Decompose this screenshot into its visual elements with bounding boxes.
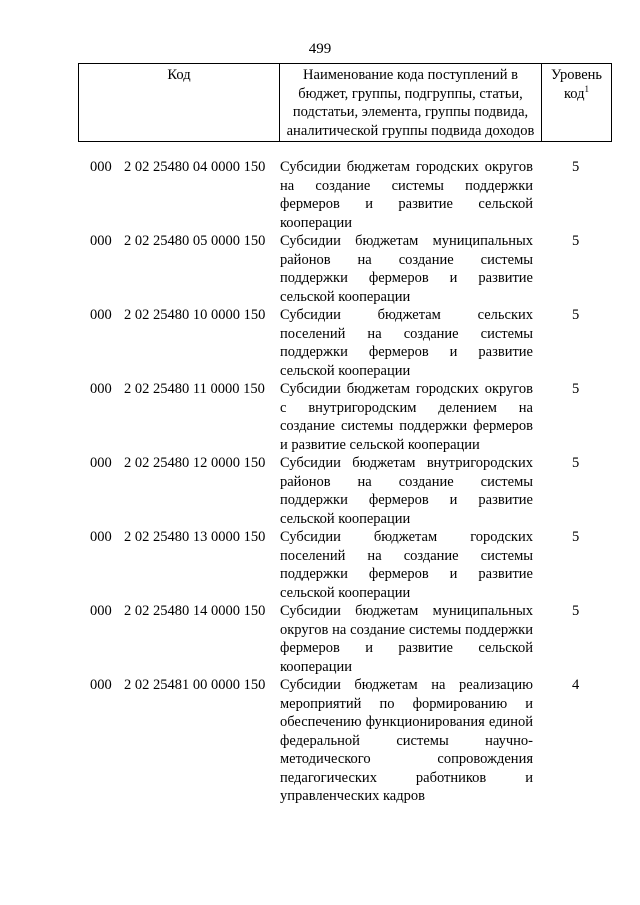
table-row — [78, 528, 618, 602]
row-level: 5 — [572, 603, 580, 619]
row-name: Субсидии бюджетам муниципальных округов на создание системы поддержки фермеров и развитие сельской кооперации — [280, 603, 533, 675]
table-row — [78, 602, 618, 676]
row-name: Субсидии бюджетам городских округов на создание системы поддержки фермеров и развитие сельской кооперации — [280, 159, 533, 231]
header-name: Наименование кода поступлений в бюджет, группы, подгруппы, статьи, подстатьи, элемента, группы подвида, аналитической группы подвида доходов — [280, 64, 542, 142]
header-level — [542, 64, 612, 142]
row-level: 5 — [572, 159, 580, 175]
row-name: Субсидии бюджетам городских округов с внутригородским делением на создание системы поддержки фермеров и развитие сельской кооперации — [280, 381, 533, 453]
page-number: 499 — [308, 41, 332, 57]
row-prefix: 000 — [90, 159, 112, 175]
table-row — [78, 454, 618, 528]
row-code: 2 02 25480 11 0000 150 — [124, 381, 265, 397]
row-level: 5 — [572, 529, 580, 545]
row-name: Субсидии бюджетам внутригородских районов на создание системы поддержки фермеров и развитие сельской кооперации — [280, 455, 533, 527]
row-code: 2 02 25480 05 0000 150 — [124, 233, 266, 249]
row-prefix: 000 — [90, 233, 112, 249]
table-body — [78, 158, 618, 806]
row-name: Субсидии бюджетам на реализацию мероприятий по формированию и обеспечению функционирования единой федеральной системы научно-методического сопровождения педагогических работников и управленческих кадров — [280, 677, 533, 804]
row-name: Субсидии бюджетам муниципальных районов на создание системы поддержки фермеров и развитие сельской кооперации — [280, 233, 533, 305]
row-prefix: 000 — [90, 381, 112, 397]
row-name: Субсидии бюджетам городских поселений на создание системы поддержки фермеров и развитие сельской кооперации — [280, 529, 533, 601]
header-level-label: Уровень код — [550, 67, 603, 102]
row-prefix: 000 — [90, 677, 112, 693]
row-prefix: 000 — [90, 603, 112, 619]
table-row — [78, 676, 618, 806]
table-row — [78, 158, 618, 232]
table-row — [78, 306, 618, 380]
header-code: Код — [79, 64, 280, 142]
row-code: 2 02 25480 10 0000 150 — [124, 307, 266, 323]
row-code: 2 02 25480 13 0000 150 — [124, 529, 266, 545]
row-code: 2 02 25480 04 0000 150 — [124, 159, 266, 175]
row-code: 2 02 25480 14 0000 150 — [124, 603, 266, 619]
row-prefix: 000 — [90, 307, 112, 323]
row-level: 4 — [572, 677, 580, 693]
table-header — [78, 63, 612, 142]
row-level: 5 — [572, 233, 580, 249]
table-row — [78, 232, 618, 306]
row-level: 5 — [572, 381, 580, 397]
row-code: 2 02 25480 12 0000 150 — [124, 455, 266, 471]
header-level-footnote: 1 — [584, 83, 590, 94]
row-code: 2 02 25481 00 0000 150 — [124, 677, 266, 693]
row-prefix: 000 — [90, 455, 112, 471]
table-row — [78, 380, 618, 454]
row-level: 5 — [572, 455, 580, 471]
row-name: Субсидии бюджетам сельских поселений на создание системы поддержки фермеров и развитие сельской кооперации — [280, 307, 533, 379]
row-prefix: 000 — [90, 529, 112, 545]
row-level: 5 — [572, 307, 580, 323]
